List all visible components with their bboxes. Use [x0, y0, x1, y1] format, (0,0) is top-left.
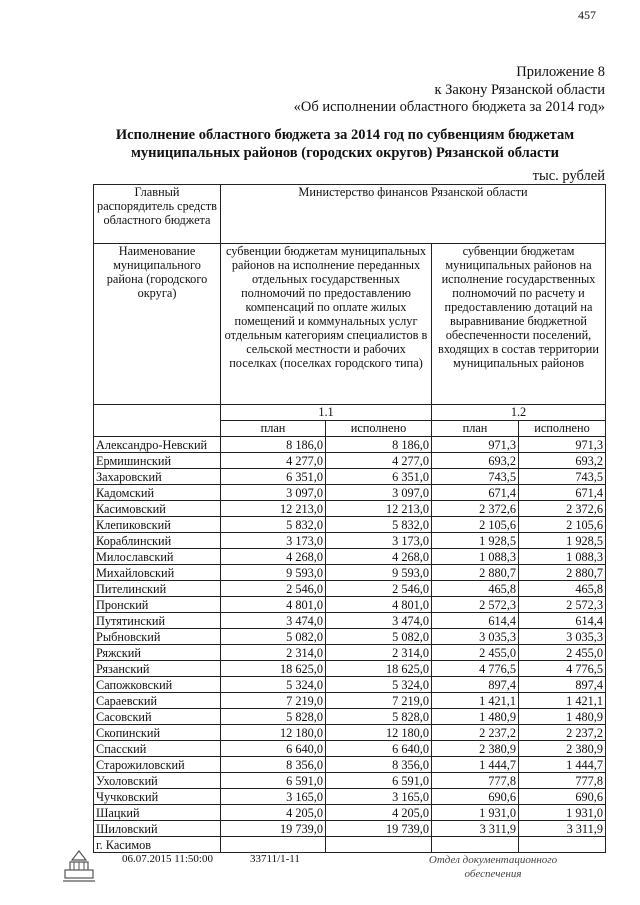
appendix-header: [294, 64, 605, 117]
table-row: [94, 645, 606, 661]
plan-1-2: 777,8: [432, 773, 519, 789]
executed-1-1: 12 213,0: [326, 501, 432, 517]
plan-1-1: 3 173,0: [221, 533, 326, 549]
header-row-description: [94, 244, 606, 405]
head-name: Наименование муниципального района (городского округа): [94, 244, 221, 405]
district-name: Пронский: [94, 597, 221, 613]
units-label: тыс. рублей: [532, 168, 605, 184]
table-row: [94, 661, 606, 677]
plan-1-1: 2 314,0: [221, 645, 326, 661]
budget-table: [93, 184, 606, 853]
plan-1-1: [221, 837, 326, 853]
executed-1-2: 743,5: [519, 469, 606, 485]
plan-1-1: 8 186,0: [221, 437, 326, 453]
head-col1-number: 1.1: [221, 405, 432, 421]
plan-1-2: 3 311,9: [432, 821, 519, 837]
appendix-line-1: Приложение 8: [516, 64, 605, 80]
executed-1-1: 8 356,0: [326, 757, 432, 773]
head-done-1: исполнено: [326, 421, 432, 437]
footer-datetime: 06.07.2015 11:50:00: [122, 853, 213, 865]
table-row: [94, 629, 606, 645]
plan-1-1: 12 180,0: [221, 725, 326, 741]
table-row: [94, 485, 606, 501]
stamp-line-2: обеспечения: [464, 868, 522, 880]
plan-1-2: 971,3: [432, 437, 519, 453]
executed-1-1: 3 165,0: [326, 789, 432, 805]
plan-1-1: 3 097,0: [221, 485, 326, 501]
table-row: [94, 725, 606, 741]
plan-1-2: 3 035,3: [432, 629, 519, 645]
head-distributor: Главный распорядитель средств областного бюджета: [94, 185, 221, 244]
executed-1-2: 2 455,0: [519, 645, 606, 661]
executed-1-1: 4 205,0: [326, 805, 432, 821]
executed-1-2: 2 372,6: [519, 501, 606, 517]
table-row: [94, 453, 606, 469]
executed-1-2: 2 880,7: [519, 565, 606, 581]
district-name: Шиловский: [94, 821, 221, 837]
plan-1-1: 5 832,0: [221, 517, 326, 533]
coat-of-arms-logo: [62, 848, 96, 884]
appendix-line-2: к Закону Рязанской области: [434, 81, 605, 98]
executed-1-2: 971,3: [519, 437, 606, 453]
plan-1-2: 2 572,3: [432, 597, 519, 613]
executed-1-1: 3 474,0: [326, 613, 432, 629]
plan-1-2: 1 088,3: [432, 549, 519, 565]
table-row: [94, 613, 606, 629]
executed-1-2: 690,6: [519, 789, 606, 805]
plan-1-2: 1 928,5: [432, 533, 519, 549]
district-name: г. Касимов: [94, 837, 221, 853]
plan-1-2: 2 237,2: [432, 725, 519, 741]
executed-1-2: 614,4: [519, 613, 606, 629]
executed-1-2: 897,4: [519, 677, 606, 693]
table-row: [94, 565, 606, 581]
table-row: [94, 773, 606, 789]
plan-1-2: 2 372,6: [432, 501, 519, 517]
executed-1-2: 1 480,9: [519, 709, 606, 725]
executed-1-2: 2 380,9: [519, 741, 606, 757]
district-name: Милославский: [94, 549, 221, 565]
plan-1-1: 7 219,0: [221, 693, 326, 709]
plan-1-2: 2 880,7: [432, 565, 519, 581]
plan-1-2: 4 776,5: [432, 661, 519, 677]
district-name: Ермишинский: [94, 453, 221, 469]
head-col2-description: субвенции бюджетам муниципальных районов на исполнение государственных полномочий по расчету и предоставлению дотаций на выравнивание бюджетной обеспеченности поселений, входящих в состав территории муниципальных районов: [432, 244, 606, 405]
executed-1-2: 2 105,6: [519, 517, 606, 533]
executed-1-2: 4 776,5: [519, 661, 606, 677]
executed-1-2: 2 572,3: [519, 597, 606, 613]
plan-1-2: 614,4: [432, 613, 519, 629]
table-row: [94, 741, 606, 757]
district-name: Путятинский: [94, 613, 221, 629]
plan-1-1: 4 801,0: [221, 597, 326, 613]
executed-1-1: 5 082,0: [326, 629, 432, 645]
plan-1-1: 12 213,0: [221, 501, 326, 517]
executed-1-1: 4 268,0: [326, 549, 432, 565]
plan-1-1: 19 739,0: [221, 821, 326, 837]
title-line-1: Исполнение областного бюджета за 2014 год по субвенциям бюджетам: [115, 127, 575, 143]
district-name: Ухоловский: [94, 773, 221, 789]
footer-code: 33711/1-11: [250, 853, 300, 865]
executed-1-1: 5 828,0: [326, 709, 432, 725]
stamp-line-1: Отдел документационного: [428, 854, 558, 866]
title-line-2: муниципальных районов (городских округов) Рязанской области: [131, 145, 559, 161]
executed-1-1: 4 277,0: [326, 453, 432, 469]
table-row: [94, 789, 606, 805]
page-number: 457: [578, 8, 596, 22]
plan-1-1: 6 640,0: [221, 741, 326, 757]
table-row: [94, 597, 606, 613]
plan-1-1: 4 268,0: [221, 549, 326, 565]
executed-1-2: 1 444,7: [519, 757, 606, 773]
plan-1-2: 2 380,9: [432, 741, 519, 757]
plan-1-2: 693,2: [432, 453, 519, 469]
plan-1-1: 5 082,0: [221, 629, 326, 645]
executed-1-1: [326, 837, 432, 853]
executed-1-2: [519, 837, 606, 853]
document-title: [60, 126, 630, 162]
district-name: Михайловский: [94, 565, 221, 581]
table-row: [94, 501, 606, 517]
plan-1-2: 897,4: [432, 677, 519, 693]
plan-1-2: 743,5: [432, 469, 519, 485]
district-name: Скопинский: [94, 725, 221, 741]
head-plan-1: план: [221, 421, 326, 437]
plan-1-1: 9 593,0: [221, 565, 326, 581]
plan-1-2: 2 105,6: [432, 517, 519, 533]
table-row: [94, 821, 606, 837]
head-col1-description: субвенции бюджетам муниципальных районов на исполнение переданных отдельных государственных полномочий по предоставлению компенсаций по оплате жилых помещений и коммунальных услуг отдельным категориям специалистов в сельской местности и рабочих поселках (поселках городского типа): [221, 244, 432, 405]
plan-1-2: 1 421,1: [432, 693, 519, 709]
executed-1-1: 6 351,0: [326, 469, 432, 485]
executed-1-1: 12 180,0: [326, 725, 432, 741]
table-row: [94, 469, 606, 485]
executed-1-1: 9 593,0: [326, 565, 432, 581]
executed-1-1: 6 640,0: [326, 741, 432, 757]
plan-1-2: 2 455,0: [432, 645, 519, 661]
plan-1-1: 2 546,0: [221, 581, 326, 597]
executed-1-1: 5 324,0: [326, 677, 432, 693]
table-row: [94, 805, 606, 821]
table-row: [94, 757, 606, 773]
table-row: [94, 837, 606, 853]
plan-1-1: 4 205,0: [221, 805, 326, 821]
executed-1-2: 1 928,5: [519, 533, 606, 549]
district-name: Ряжский: [94, 645, 221, 661]
table-body: [94, 185, 606, 853]
plan-1-1: 5 828,0: [221, 709, 326, 725]
executed-1-1: 6 591,0: [326, 773, 432, 789]
header-row-distributor: [94, 185, 606, 244]
executed-1-2: 693,2: [519, 453, 606, 469]
district-name: Шацкий: [94, 805, 221, 821]
table-row: [94, 533, 606, 549]
executed-1-2: 777,8: [519, 773, 606, 789]
district-name: Захаровский: [94, 469, 221, 485]
plan-1-2: 1 931,0: [432, 805, 519, 821]
executed-1-1: 18 625,0: [326, 661, 432, 677]
table-row: [94, 709, 606, 725]
district-name: Старожиловский: [94, 757, 221, 773]
executed-1-1: 2 546,0: [326, 581, 432, 597]
executed-1-1: 4 801,0: [326, 597, 432, 613]
table-row: [94, 437, 606, 453]
executed-1-2: 671,4: [519, 485, 606, 501]
district-name: Рязанский: [94, 661, 221, 677]
plan-1-1: 6 351,0: [221, 469, 326, 485]
executed-1-2: 3 035,3: [519, 629, 606, 645]
plan-1-1: 6 591,0: [221, 773, 326, 789]
district-name: Чучковский: [94, 789, 221, 805]
plan-1-1: 3 474,0: [221, 613, 326, 629]
district-name: Пителинский: [94, 581, 221, 597]
plan-1-2: 1 444,7: [432, 757, 519, 773]
executed-1-1: 2 314,0: [326, 645, 432, 661]
executed-1-1: 7 219,0: [326, 693, 432, 709]
plan-1-2: 690,6: [432, 789, 519, 805]
executed-1-2: 2 237,2: [519, 725, 606, 741]
department-stamp: [418, 853, 568, 881]
executed-1-2: 1 931,0: [519, 805, 606, 821]
head-col2-number: 1.2: [432, 405, 606, 421]
plan-1-1: 4 277,0: [221, 453, 326, 469]
district-name: Сапожковский: [94, 677, 221, 693]
district-name: Сараевский: [94, 693, 221, 709]
executed-1-1: 19 739,0: [326, 821, 432, 837]
head-done-2: исполнено: [519, 421, 606, 437]
district-name: Рыбновский: [94, 629, 221, 645]
table-row: [94, 549, 606, 565]
head-ministry: Министерство финансов Рязанской области: [221, 185, 606, 244]
plan-1-2: 465,8: [432, 581, 519, 597]
executed-1-2: 1 088,3: [519, 549, 606, 565]
executed-1-2: 1 421,1: [519, 693, 606, 709]
head-empty-cell: [94, 405, 221, 437]
district-name: Кадомский: [94, 485, 221, 501]
district-name: Касимовский: [94, 501, 221, 517]
executed-1-2: 3 311,9: [519, 821, 606, 837]
table-row: [94, 677, 606, 693]
head-plan-2: план: [432, 421, 519, 437]
district-name: Сасовский: [94, 709, 221, 725]
table-row: [94, 693, 606, 709]
plan-1-1: 5 324,0: [221, 677, 326, 693]
executed-1-2: 465,8: [519, 581, 606, 597]
plan-1-1: 8 356,0: [221, 757, 326, 773]
executed-1-1: 3 097,0: [326, 485, 432, 501]
table-row: [94, 517, 606, 533]
plan-1-2: 1 480,9: [432, 709, 519, 725]
district-name: Александро-Невский: [94, 437, 221, 453]
table-row: [94, 581, 606, 597]
plan-1-1: 18 625,0: [221, 661, 326, 677]
executed-1-1: 8 186,0: [326, 437, 432, 453]
executed-1-1: 5 832,0: [326, 517, 432, 533]
plan-1-2: 671,4: [432, 485, 519, 501]
plan-1-2: [432, 837, 519, 853]
appendix-line-3: «Об исполнении областного бюджета за 2014 год»: [293, 99, 605, 115]
district-name: Кораблинский: [94, 533, 221, 549]
header-row-numbers: [94, 405, 606, 421]
executed-1-1: 3 173,0: [326, 533, 432, 549]
district-name: Спасский: [94, 741, 221, 757]
district-name: Клепиковский: [94, 517, 221, 533]
plan-1-1: 3 165,0: [221, 789, 326, 805]
